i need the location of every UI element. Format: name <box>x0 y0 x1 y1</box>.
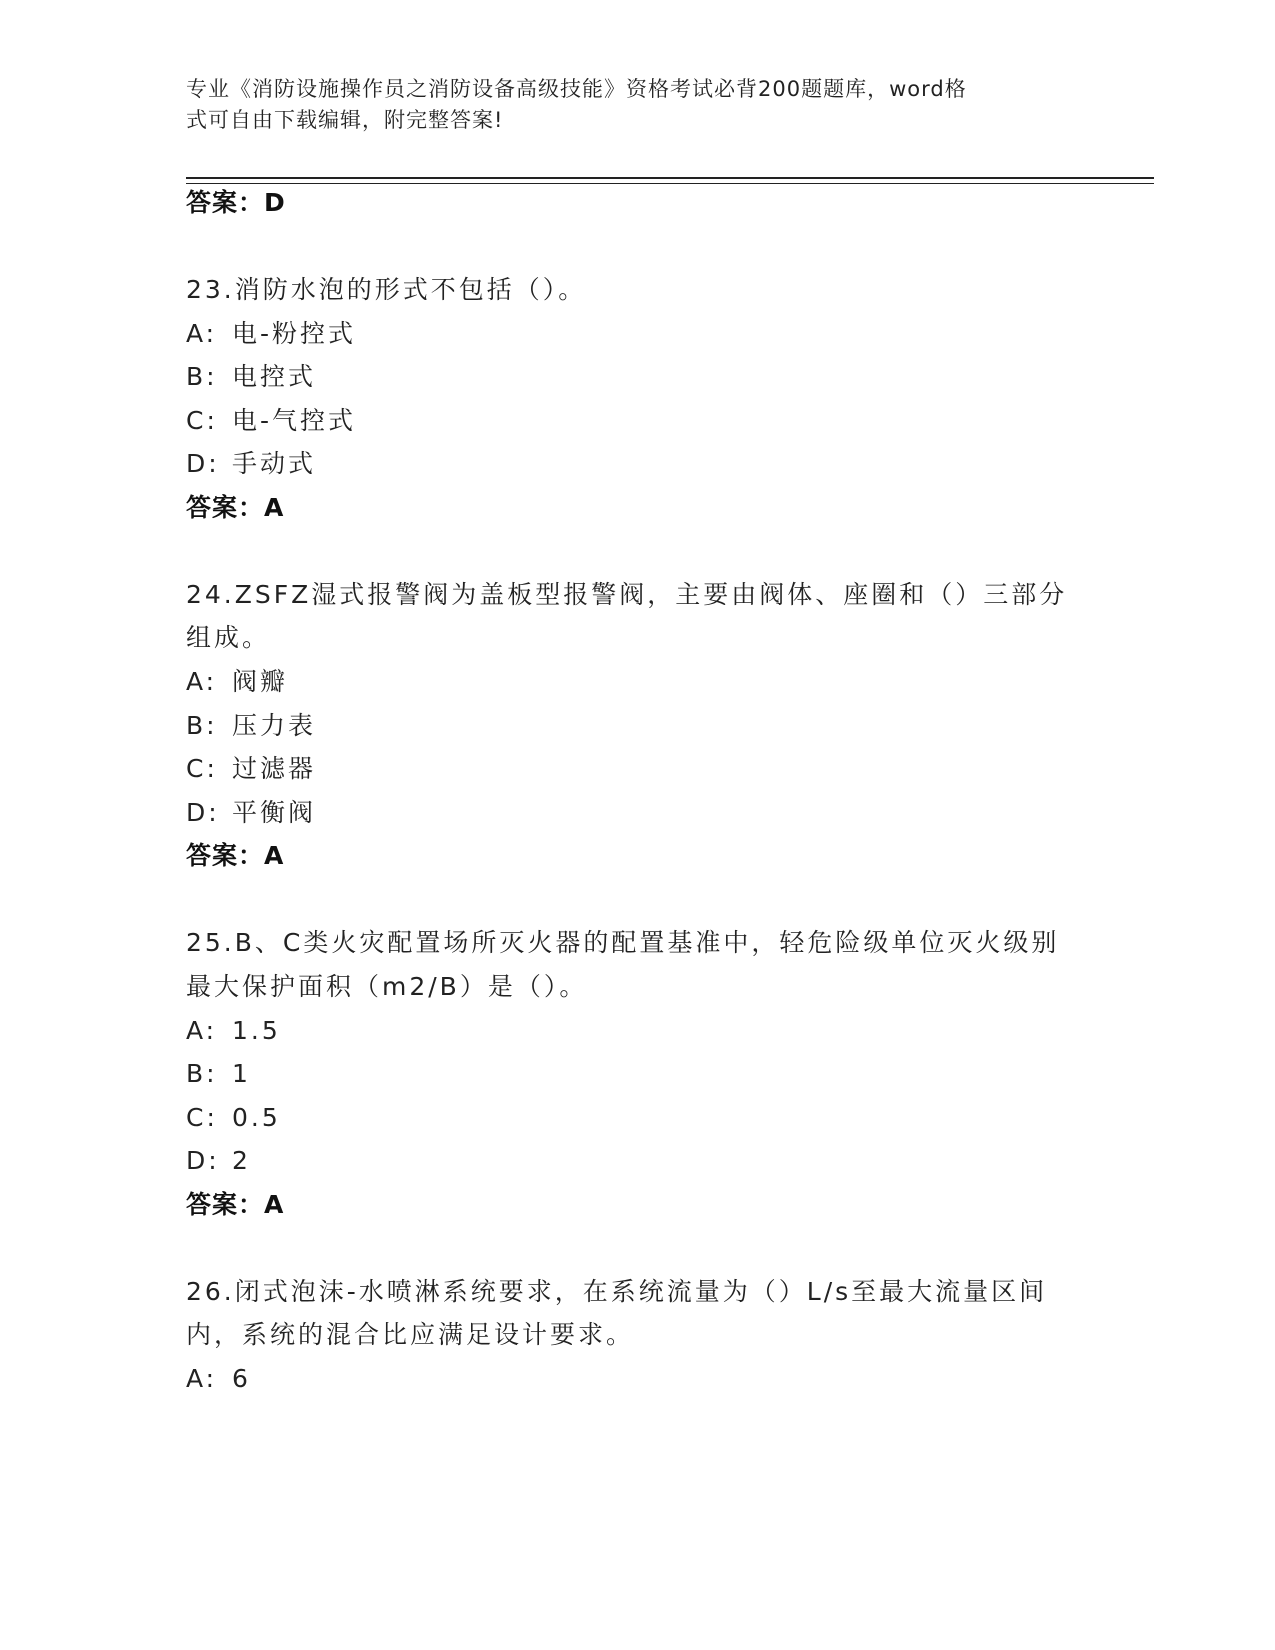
question-23-option-b <box>186 362 316 392</box>
option-label: B: <box>186 362 218 391</box>
option-label: A: <box>186 319 218 348</box>
question-24-stem-line-2: 组成。 <box>186 623 271 652</box>
question-25-option-a <box>186 1016 281 1046</box>
option-label: B: <box>186 1059 218 1088</box>
header-rule-thin <box>186 183 1154 184</box>
option-text: 1.5 <box>232 1016 281 1045</box>
option-label: C: <box>186 406 218 435</box>
option-text: 阀瓣 <box>232 667 289 696</box>
question-25-option-c <box>186 1103 281 1133</box>
option-label: C: <box>186 754 218 783</box>
question-23-option-c <box>186 406 356 436</box>
question-24-answer: 答案：A <box>186 841 285 870</box>
question-23-stem: 23.消防水泡的形式不包括（）。 <box>186 275 587 304</box>
option-label: D: <box>186 798 220 827</box>
option-text: 电-气控式 <box>232 406 357 435</box>
option-text: 6 <box>232 1364 251 1393</box>
header-rule-thick <box>186 177 1154 179</box>
question-24-option-d <box>186 798 316 828</box>
option-text: 电控式 <box>232 362 317 391</box>
option-label: A: <box>186 1016 218 1045</box>
document-header <box>186 74 1056 136</box>
previous-question-answer: 答案：D <box>186 188 286 217</box>
question-24-option-b <box>186 711 316 741</box>
option-text: 平衡阀 <box>232 798 317 827</box>
option-text: 电-粉控式 <box>232 319 357 348</box>
option-label: A: <box>186 1364 218 1393</box>
option-label: C: <box>186 1103 218 1132</box>
question-25-stem-line-1: 25.B、C类火灾配置场所灭火器的配置基准中，轻危险级单位灭火级别 <box>186 928 1060 957</box>
question-26-option-a <box>186 1364 251 1394</box>
option-text: 2 <box>232 1146 251 1175</box>
question-26-stem-line-1: 26.闭式泡沫-水喷淋系统要求，在系统流量为（）L/s至最大流量区间 <box>186 1277 1048 1306</box>
question-25-stem-line-2: 最大保护面积（m2/B）是（）。 <box>186 972 588 1001</box>
option-text: 手动式 <box>232 449 317 478</box>
option-label: D: <box>186 449 220 478</box>
option-text: 1 <box>232 1059 251 1088</box>
question-25-option-b <box>186 1059 251 1089</box>
header-line-1: 专业《消防设施操作员之消防设备高级技能》资格考试必背200题题库，word格 <box>186 77 967 101</box>
question-23-option-d <box>186 449 316 479</box>
option-label: B: <box>186 711 218 740</box>
question-23-answer: 答案：A <box>186 493 285 522</box>
question-25-option-d <box>186 1146 251 1176</box>
question-24-option-c <box>186 754 316 784</box>
option-text: 过滤器 <box>232 754 317 783</box>
question-25-answer: 答案：A <box>186 1190 285 1219</box>
option-label: A: <box>186 667 218 696</box>
question-24-stem-line-1: 24.ZSFZ湿式报警阀为盖板型报警阀，主要由阀体、座圈和（）三部分 <box>186 580 1068 609</box>
question-23-option-a <box>186 319 356 349</box>
option-label: D: <box>186 1146 220 1175</box>
option-text: 0.5 <box>232 1103 281 1132</box>
question-24-option-a <box>186 667 288 697</box>
header-line-2: 式可自由下载编辑，附完整答案! <box>186 108 504 132</box>
option-text: 压力表 <box>232 711 317 740</box>
question-26-stem-line-2: 内，系统的混合比应满足设计要求。 <box>186 1320 635 1349</box>
